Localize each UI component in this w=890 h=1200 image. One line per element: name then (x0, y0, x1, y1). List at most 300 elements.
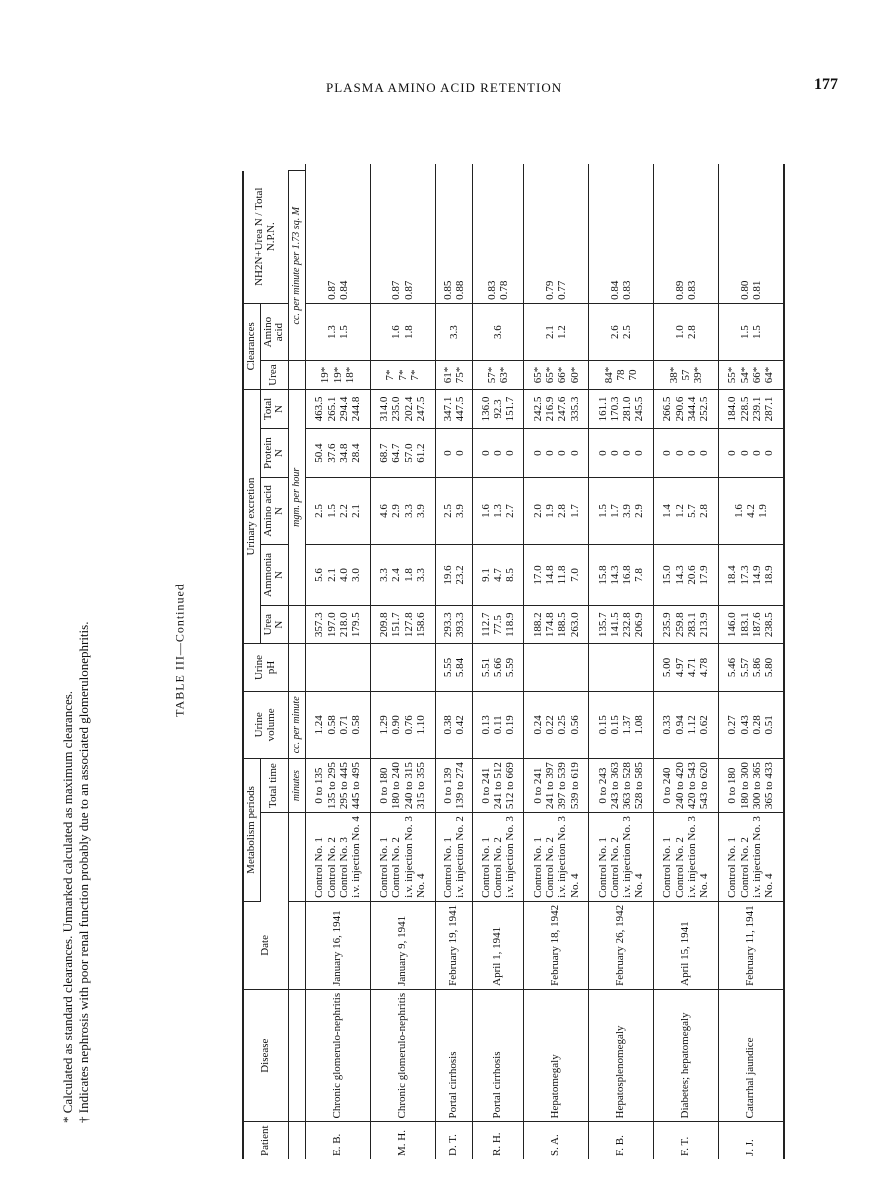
urine-volume-cell-value: 1.29 (378, 715, 391, 735)
amino-acid-n-cell-value: 3.9 (621, 504, 634, 518)
urine-volume-cell-value: 0.58 (350, 715, 363, 735)
urea-clearance-cell-value: 19* (319, 366, 332, 384)
total-time-cell-value: 241 to 397 (543, 762, 556, 810)
period-cell-value: Control No. 1 (596, 837, 609, 898)
total-n-cell-value: 447.5 (453, 396, 466, 422)
amino-acid-n-cell-value: 1.9 (757, 504, 770, 518)
period-cell-value: Control No. 1 (531, 837, 544, 898)
amino-acid-n-cell-value: 2.9 (633, 504, 646, 518)
amino-acid-n-cell (654, 477, 719, 544)
total-time-cell-value: 0 to 180 (726, 767, 739, 804)
ratio-cell-value: 0.80 (738, 280, 751, 300)
total-n-cell-value: 281.0 (621, 396, 634, 422)
urea-n-cell (435, 605, 472, 644)
amino-acid-n-cell (370, 477, 435, 544)
period-cell-value: Control No. 1 (726, 837, 739, 898)
total-n-cell-value: 235.0 (390, 396, 403, 422)
period-cell-value: Control No. 1 (661, 837, 674, 898)
total-time-cell-value: 0 to 139 (441, 767, 454, 804)
period-cell-value: Control No. 2 (390, 837, 403, 898)
urea-n-cell-value: 209.8 (378, 612, 391, 638)
disease-cell: Catarrhal jaundice (718, 989, 784, 1122)
urine-volume-cell-value: 0.22 (543, 715, 556, 735)
ratio-cell-value: 0.84 (608, 280, 621, 300)
ratio-cell-value: 0.87 (390, 280, 403, 300)
table-row (305, 164, 370, 1159)
amino-acid-n-cell (718, 477, 784, 544)
urea-clearance-cell (654, 361, 719, 389)
period-cell (718, 813, 784, 902)
ratio-cell-value: 0.83 (621, 280, 634, 300)
period-cell-value: Control No. 2 (738, 837, 751, 898)
ammonia-n-cell-value: 23.2 (453, 565, 466, 585)
amino-acid-n-cell-value: 1.2 (673, 504, 686, 518)
total-time-cell-value: 0 to 243 (596, 767, 609, 804)
period-cell (435, 813, 472, 902)
total-n-cell-value: 184.0 (726, 396, 739, 422)
urea-n-cell-value: 112.7 (479, 612, 492, 637)
disease-cell: Hepatosplenomegaly (589, 989, 654, 1122)
period-cell-value: Control No. 2 (673, 837, 686, 898)
ratio-cell (654, 171, 719, 304)
urea-n-cell-value: 141.5 (608, 612, 621, 638)
urea-n-cell-value: 77.5 (492, 615, 505, 635)
total-n-cell-value: 216.9 (543, 396, 556, 422)
ammonia-n-cell-value: 5.6 (313, 568, 326, 582)
urea-n-cell-value: 127.8 (402, 612, 415, 638)
period-cell-value: Control No. 1 (441, 837, 454, 898)
period-cell (370, 813, 435, 902)
total-n-cell-value: 247.6 (556, 396, 569, 422)
urine-volume-cell-value: 0.71 (337, 715, 350, 735)
urea-n-cell-value: 188.5 (556, 612, 569, 638)
ammonia-n-cell-value: 2.4 (390, 568, 403, 582)
period-cell-value: i.v. injection No. 2 (453, 816, 466, 898)
ammonia-n-cell-value: 4.7 (492, 568, 505, 582)
urea-n-cell-value: 135.7 (596, 612, 609, 638)
urea-clearance-cell-value: 66* (556, 366, 569, 384)
urine-volume-cell-value: 1.24 (313, 715, 326, 735)
ratio-cell (370, 171, 435, 304)
header-protein-n: Protein N (260, 429, 288, 478)
total-n-cell-value: 294.4 (337, 396, 350, 422)
urine-volume-cell-value: 1.12 (686, 715, 699, 735)
protein-n-cell-value: 0 (543, 450, 556, 456)
urine-volume-cell-value: 0.56 (568, 715, 581, 735)
amino-acid-clearance-cell (435, 303, 472, 361)
protein-n-cell-value: 0 (763, 450, 776, 456)
amino-acid-n-cell-value: 2.7 (504, 504, 517, 518)
period-cell-value: No. 4 (698, 873, 711, 898)
total-time-cell-value: 420 to 543 (686, 762, 699, 810)
urea-clearance-cell-value: 18* (344, 366, 356, 384)
unit-mgm-per-hour: mgm. per hour (288, 389, 305, 605)
ammonia-n-cell (654, 545, 719, 606)
period-cell-value: i.v. injection No. 3 (402, 816, 415, 898)
amino-acid-clearance-cell-value: 1.6 (390, 325, 403, 339)
urine-volume-cell-value: 0.62 (698, 715, 711, 735)
urea-clearance-cell (718, 361, 784, 389)
urine-ph-cell (435, 644, 472, 691)
disease-cell: Portal cirrhosis (435, 989, 472, 1122)
urine-ph-cell-value: 5.84 (453, 657, 466, 678)
urine-volume-cell-value: 0.38 (441, 715, 454, 735)
date-cell: February 11, 1941 (718, 901, 784, 989)
ammonia-n-cell-value: 14.3 (673, 565, 686, 585)
protein-n-cell (524, 429, 589, 478)
urine-ph-cell-value: 4.97 (673, 657, 686, 678)
total-time-cell-value: 397 to 539 (556, 762, 569, 810)
ratio-cell (589, 171, 654, 304)
amino-acid-clearance-cell (370, 303, 435, 361)
total-time-cell (370, 759, 435, 813)
urea-n-cell (718, 605, 784, 644)
amino-acid-clearance-cell-value: 1.5 (337, 325, 350, 339)
urine-ph-cell-value: 5.66 (492, 657, 505, 678)
ammonia-n-cell (524, 545, 589, 606)
urea-clearance-cell-value: 7* (384, 369, 397, 381)
ratio-cell (718, 171, 784, 304)
urea-n-cell-value: 151.7 (390, 612, 403, 638)
urea-clearance-cell-value: 84* (602, 366, 615, 384)
period-cell-value: Control No. 1 (313, 837, 326, 898)
total-time-cell-value: 0 to 241 (479, 767, 492, 804)
ammonia-n-cell-value: 3.3 (415, 568, 428, 582)
total-n-cell-value: 335.3 (568, 396, 581, 422)
header-urea-n: Urea N (260, 605, 288, 644)
total-time-cell-value: 180 to 240 (390, 762, 403, 810)
urea-clearance-cell-value: 39* (692, 366, 705, 384)
amino-acid-n-cell (524, 477, 589, 544)
urea-clearance-cell-value: 54* (738, 366, 751, 384)
amino-acid-n-cell-value: 1.3 (492, 504, 505, 518)
protein-n-cell-value: 68.7 (378, 443, 391, 463)
ratio-cell-value: 0.87 (402, 280, 415, 300)
ammonia-n-cell-value: 14.9 (750, 565, 763, 585)
urea-n-cell-value: 174.8 (543, 612, 556, 638)
amino-acid-clearance-cell-value: 1.3 (325, 325, 338, 339)
ammonia-n-cell-value: 17.9 (698, 565, 711, 585)
urine-volume-cell-value: 0.15 (596, 715, 609, 735)
ammonia-n-cell-value: 7.8 (633, 568, 646, 582)
date-cell: January 16, 1941 (305, 901, 370, 989)
units-row (288, 164, 305, 1159)
disease-cell: Hepatomegaly (524, 989, 589, 1122)
rotated-table (242, 164, 785, 1159)
ratio-cell-value: 0.88 (453, 280, 466, 300)
urine-volume-cell (473, 691, 524, 759)
period-cell (473, 813, 524, 902)
ratio-cell-value: 0.87 (325, 280, 338, 300)
amino-acid-n-cell-value: 3.9 (415, 504, 428, 518)
total-n-cell-value: 245.5 (633, 396, 646, 422)
protein-n-cell-value: 0 (479, 450, 492, 456)
period-cell-value: i.v. injection No. 3 (750, 816, 763, 898)
urine-volume-cell-value: 0.27 (726, 715, 739, 735)
ammonia-n-cell-value: 11.8 (556, 565, 569, 585)
ratio-cell (435, 171, 472, 304)
protein-n-cell (589, 429, 654, 478)
amino-acid-n-cell-value: 1.7 (568, 504, 581, 518)
protein-n-cell-value: 34.8 (337, 443, 350, 463)
urine-volume-cell (589, 691, 654, 759)
amino-acid-n-cell-value: 5.7 (686, 504, 699, 518)
header-total-n: Total N (260, 389, 288, 429)
amino-acid-n-cell (589, 477, 654, 544)
table-row (435, 164, 472, 1159)
urea-n-cell (589, 605, 654, 644)
urine-volume-cell-value: 0.13 (479, 715, 492, 735)
ammonia-n-cell-value: 2.1 (325, 568, 338, 582)
total-time-cell-value: 295 to 445 (337, 762, 350, 810)
table-row (654, 164, 719, 1159)
amino-acid-n-cell-value: 1.5 (596, 504, 609, 518)
ammonia-n-cell-value: 19.6 (441, 565, 454, 585)
date-cell: February 26, 1942 (589, 901, 654, 989)
urea-n-cell-value: 263.0 (568, 612, 581, 638)
total-time-cell-value: 539 to 619 (568, 762, 581, 810)
unit-clearance: cc. per minute per 1.73 sq. M (288, 171, 305, 361)
total-time-cell-value: 180 to 300 (738, 762, 751, 810)
urine-ph-cell-value: 5.51 (479, 657, 492, 678)
date-cell: January 9, 1941 (370, 901, 435, 989)
urine-ph-cell-value: 5.59 (504, 657, 517, 678)
ratio-cell-value: 0.81 (750, 280, 763, 300)
ammonia-n-cell-value: 3.0 (350, 568, 363, 582)
ammonia-n-cell-value: 1.8 (402, 568, 415, 582)
urea-n-cell-value: 187.6 (750, 612, 763, 638)
header-urinary-excretion: Urinary excretion (243, 389, 260, 644)
ammonia-n-cell-value: 18.4 (726, 565, 739, 585)
period-cell-value: i.v. injection No. 3 (686, 816, 699, 898)
urine-ph-cell-value: 5.46 (726, 657, 739, 678)
urea-n-cell-value: 232.8 (621, 612, 634, 638)
amino-acid-n-cell-value: 1.9 (543, 504, 556, 518)
urea-clearance-cell-value: 19* (331, 366, 344, 384)
ammonia-n-cell-value: 15.8 (596, 565, 609, 585)
urine-ph-cell-value: 5.86 (750, 657, 763, 678)
ammonia-n-cell-value: 17.0 (531, 565, 544, 585)
protein-n-cell-value: 0 (556, 450, 569, 456)
unit-cc-per-minute: cc. per minute (288, 691, 305, 759)
page-number: 177 (814, 76, 838, 93)
urine-ph-cell (524, 644, 589, 691)
urea-clearance-cell-value: 57* (485, 366, 498, 384)
urine-volume-cell-value: 0.94 (673, 715, 686, 735)
urine-ph-cell-value: 5.00 (661, 657, 674, 678)
amino-acid-n-cell-value: 1.5 (325, 504, 338, 518)
urine-ph-cell-value: 5.80 (763, 657, 776, 678)
patient-cell: F. B. (614, 1135, 627, 1156)
header-amino-acid-n: Amino acid N (260, 477, 288, 544)
header-urea-clearance: Urea (260, 361, 288, 389)
protein-n-cell-value: 0 (441, 450, 454, 456)
ratio-cell (305, 171, 370, 304)
total-n-cell-value: 244.8 (350, 396, 363, 422)
total-time-cell-value: 0 to 240 (661, 767, 674, 804)
urea-n-cell-value: 393.3 (453, 612, 466, 638)
amino-acid-n-cell (305, 477, 370, 544)
urine-ph-cell-value: 5.55 (441, 657, 454, 678)
period-cell-value: No. 4 (415, 873, 428, 898)
total-n-cell (370, 389, 435, 429)
protein-n-cell-value: 0 (738, 450, 751, 456)
total-n-cell-value: 290.6 (673, 396, 686, 422)
total-n-cell-value: 161.1 (596, 396, 609, 422)
disease-cell: Portal cirrhosis (473, 989, 524, 1122)
header-clearances: Clearances (243, 303, 260, 389)
total-n-cell-value: 170.3 (608, 396, 621, 422)
urine-volume-cell-value: 0.25 (556, 715, 569, 735)
header-date: Date (243, 901, 288, 989)
urea-n-cell-value: 146.0 (726, 612, 739, 638)
patient-cell: S. A. (549, 1134, 562, 1156)
urine-ph-cell (718, 644, 784, 691)
urea-n-cell-value: 238.5 (763, 612, 776, 638)
total-n-cell-value: 92.3 (492, 399, 505, 419)
header-patient: Patient (243, 1122, 288, 1159)
protein-n-cell-value: 28.4 (350, 443, 363, 463)
urine-volume-cell-value: 0.76 (402, 715, 415, 735)
amino-acid-clearance-cell-value: 3.6 (492, 325, 505, 339)
urea-n-cell-value: 183.1 (738, 612, 751, 638)
protein-n-cell-value: 0 (531, 450, 544, 456)
total-time-cell (589, 759, 654, 813)
urea-clearance-cell-value: 7* (396, 369, 409, 381)
urine-ph-cell-value: 4.78 (698, 657, 711, 678)
urea-clearance-cell-value: 63* (498, 366, 511, 384)
urine-volume-cell-value: 0.24 (531, 715, 544, 735)
period-cell-value: i.v. injection No. 3 (621, 816, 634, 898)
amino-acid-n-cell (435, 477, 472, 544)
total-n-cell-value: 136.0 (479, 396, 492, 422)
ratio-cell-value: 0.83 (686, 280, 699, 300)
period-cell-value: No. 4 (763, 873, 776, 898)
header-urine-ph: Urine pH (243, 644, 288, 691)
amino-acid-n-cell-value: 1.7 (608, 504, 621, 518)
period-cell-value: i.v. injection No. 4 (350, 816, 363, 898)
unit-minutes: minutes (288, 759, 305, 813)
ammonia-n-cell (305, 545, 370, 606)
table-row (473, 164, 524, 1159)
protein-n-cell-value: 0 (698, 450, 711, 456)
period-cell-value: Control No. 2 (492, 837, 505, 898)
total-time-cell-value: 241 to 512 (492, 762, 505, 810)
period-cell-value: Control No. 3 (337, 837, 350, 898)
header-metabolism-periods: Metabolism periods (243, 759, 260, 902)
disease-cell: Chronic glomerulo-nephritis (305, 989, 370, 1122)
amino-acid-clearance-cell (718, 303, 784, 361)
total-n-cell-value: 247.5 (415, 396, 428, 422)
protein-n-cell-value: 0 (750, 450, 763, 456)
urea-n-cell-value: 283.1 (686, 612, 699, 638)
total-n-cell-value: 265.1 (325, 396, 338, 422)
ratio-cell-value: 0.85 (441, 280, 454, 300)
amino-acid-clearance-cell (654, 303, 719, 361)
protein-n-cell-value: 0 (596, 450, 609, 456)
total-n-cell-value: 347.1 (441, 396, 454, 422)
ammonia-n-cell (370, 545, 435, 606)
patient-cell: D. T. (447, 1134, 460, 1156)
urine-ph-cell (305, 644, 370, 691)
header-urine-volume: Urine volume (243, 691, 288, 759)
urine-volume-cell-value: 1.10 (415, 715, 428, 735)
ammonia-n-cell (473, 545, 524, 606)
amino-acid-clearance-cell-value: 2.8 (686, 325, 699, 339)
table-row (589, 164, 654, 1159)
urine-volume-cell-value: 0.28 (750, 715, 763, 735)
total-time-cell-value: 512 to 669 (504, 762, 517, 810)
total-time-cell (305, 759, 370, 813)
protein-n-cell-value: 50.4 (313, 443, 326, 463)
total-time-cell-value: 315 to 355 (415, 762, 428, 810)
amino-acid-n-cell-value: 1.6 (732, 504, 745, 518)
total-n-cell-value: 242.5 (531, 396, 544, 422)
period-cell (654, 813, 719, 902)
urea-n-cell-value: 357.3 (313, 612, 326, 638)
ratio-cell-value: 0.84 (337, 280, 350, 300)
urea-clearance-cell (370, 361, 435, 389)
date-cell: April 1, 1941 (473, 901, 524, 989)
urea-clearance-cell-value: 57 (679, 369, 692, 381)
amino-acid-n-cell-value: 2.0 (531, 504, 544, 518)
urea-clearance-cell (473, 361, 524, 389)
patient-cell: R. H. (491, 1132, 504, 1156)
total-time-cell (718, 759, 784, 813)
table-title: TABLE III—Continued (172, 583, 187, 717)
urine-ph-cell (473, 644, 524, 691)
period-cell-value: No. 4 (633, 873, 646, 898)
urea-clearance-cell-value: 61* (441, 366, 454, 384)
ammonia-n-cell-value: 16.8 (621, 565, 634, 585)
amino-acid-n-cell-value: 2.8 (698, 504, 711, 518)
urine-volume-cell (654, 691, 719, 759)
urea-n-cell-value: 188.2 (531, 612, 544, 638)
protein-n-cell-value: 64.7 (390, 443, 403, 463)
total-time-cell (435, 759, 472, 813)
total-time-cell-value: 139 to 274 (453, 762, 466, 810)
data-table (242, 164, 785, 1159)
protein-n-cell (654, 429, 719, 478)
total-n-cell-value: 314.0 (378, 396, 391, 422)
urea-n-cell-value: 293.3 (441, 612, 454, 638)
urine-volume-cell-value: 0.15 (608, 715, 621, 735)
urine-ph-cell-value: 4.71 (686, 657, 699, 678)
total-n-cell-value: 344.4 (686, 396, 699, 422)
urea-n-cell-value: 206.9 (633, 612, 646, 638)
ammonia-n-cell-value: 7.0 (568, 568, 581, 582)
total-time-cell-value: 543 to 620 (698, 762, 711, 810)
urea-clearance-cell-value: 78 (614, 369, 627, 381)
ratio-cell-value: 0.77 (556, 280, 569, 300)
total-time-cell-value: 0 to 135 (313, 767, 326, 804)
amino-acid-n-cell-value: 3.3 (402, 504, 415, 518)
amino-acid-n-cell (473, 477, 524, 544)
urea-n-cell-value: 213.9 (698, 612, 711, 638)
total-time-cell (654, 759, 719, 813)
urea-n-cell-value: 179.5 (350, 612, 363, 638)
total-n-cell (473, 389, 524, 429)
urine-ph-cell (654, 644, 719, 691)
period-cell (589, 813, 654, 902)
amino-acid-n-cell-value: 2.9 (390, 504, 403, 518)
total-n-cell (718, 389, 784, 429)
urea-clearance-cell-value: 75* (453, 366, 466, 384)
urine-volume-cell (718, 691, 784, 759)
total-n-cell-value: 151.7 (504, 396, 517, 422)
protein-n-cell-value: 0 (492, 450, 505, 456)
total-n-cell-value: 287.1 (763, 396, 776, 422)
